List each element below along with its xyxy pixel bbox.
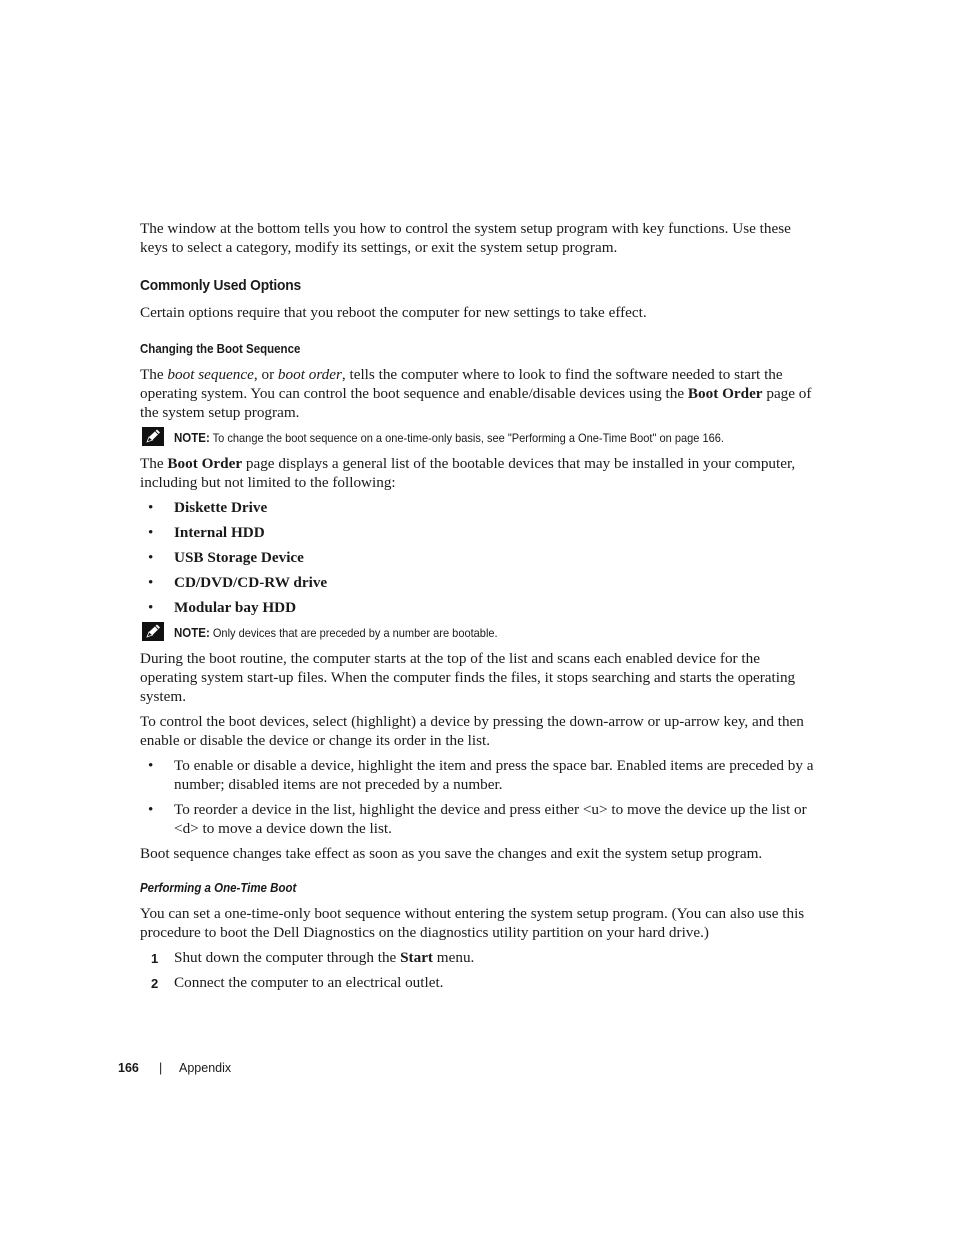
footer-separator: | [159,1061,163,1075]
intro-paragraph: The window at the bottom tells you how to control the system setup program with key functions. Use these keys to select a category, modify its settings, or exit the system setup program. [140,220,791,256]
list-item [140,523,814,542]
device-name: CD/DVD/CD-RW drive [174,574,328,591]
bullet: • [148,574,154,591]
device-list [140,498,814,617]
steps-list [140,948,814,992]
list-item-text: To reorder a device in the list, highlight the device and press either <u> to move the device up the list or <d> to move a device down the list. [174,801,807,837]
note-text: Only devices that are preceded by a number are bootable. [209,626,498,640]
page-content [140,219,814,998]
one-time-boot-paragraph: You can set a one-time-only boot sequence without entering the system setup program. (You can also use this procedure to boot the Dell Diagnostics on the diagnostics utility partition on your hard drive.) [140,905,805,941]
text-run: The [140,455,168,472]
bullet: • [148,499,154,516]
text-run: , or [253,366,278,383]
changes-paragraph: Boot sequence changes take effect as soon as you save the changes and exit the system setup program. [140,845,763,862]
step-item [140,973,814,992]
bold-term: Boot Order [167,455,243,472]
step-number: 1 [151,951,159,966]
pencil-note-icon [142,622,164,641]
boot-sequence-paragraph [140,365,814,422]
bullet: • [148,524,154,541]
page-number: 166 [118,1061,139,1075]
list-item [140,498,814,517]
bullet: • [148,549,154,566]
bullet: • [148,757,154,774]
device-name: Modular bay HDD [174,599,297,616]
footer-section: Appendix [179,1061,232,1075]
list-item-text: To enable or disable a device, highlight the item and press the space bar. Enabled items are preceded by a number; disabled items are not preceded by a number. [174,757,814,793]
italic-term: boot order [277,366,342,383]
text-run: page of the system setup program. [140,385,812,421]
step-number: 2 [151,976,159,991]
list-item [140,573,814,592]
device-name: Internal HDD [174,524,265,541]
list-item [140,598,814,617]
list-item [140,548,814,567]
subsection-heading: Changing the Boot Sequence [140,342,301,356]
note-one-time-boot [140,428,814,448]
note-text: To change the boot sequence on a one-time-only basis, see "Performing a One-Time Boot" on page 166. [209,431,724,445]
text-run: The [140,366,168,383]
bullet: • [148,801,154,818]
control-paragraph: To control the boot devices, select (highlight) a device by pressing the down-arrow or up-arrow key, and then enable or disable the device or change its order in the list. [140,713,804,749]
text-run: page displays a general list of the bootable devices that may be installed in your computer, including but not limited to the following: [140,455,796,491]
text-run: Connect the computer to an electrical outlet. [174,974,444,991]
one-time-boot-heading: Performing a One-Time Boot [140,881,297,895]
italic-term: boot sequence [167,366,254,383]
note-label: NOTE: [174,626,210,640]
note-label: NOTE: [174,431,210,445]
bold-term: Boot Order [687,385,763,402]
pencil-note-icon [142,427,164,446]
step-item [140,948,814,967]
text-run: menu. [433,949,475,966]
section-heading: Commonly Used Options [140,277,301,294]
bold-term: Start [400,949,433,966]
section-intro: Certain options require that you reboot the computer for new settings to take effect. [140,304,647,321]
boot-routine-paragraph: During the boot routine, the computer starts at the top of the list and scans each enabled device for the operating system start-up files. When the computer finds the files, it stops searching and starts the operating system. [140,650,796,705]
text-run: , tells the computer where to look to find the software needed to start the operating system. You can control the boot sequence and enable/disable devices using the [140,366,783,402]
bullet: • [148,599,154,616]
list-item [140,756,814,794]
note-bootable [140,623,814,643]
control-list [140,756,814,838]
text-run: Shut down the computer through the [174,949,401,966]
device-name: Diskette Drive [174,499,268,516]
list-item [140,800,814,838]
device-name: USB Storage Device [174,549,304,566]
boot-order-paragraph [140,454,814,492]
